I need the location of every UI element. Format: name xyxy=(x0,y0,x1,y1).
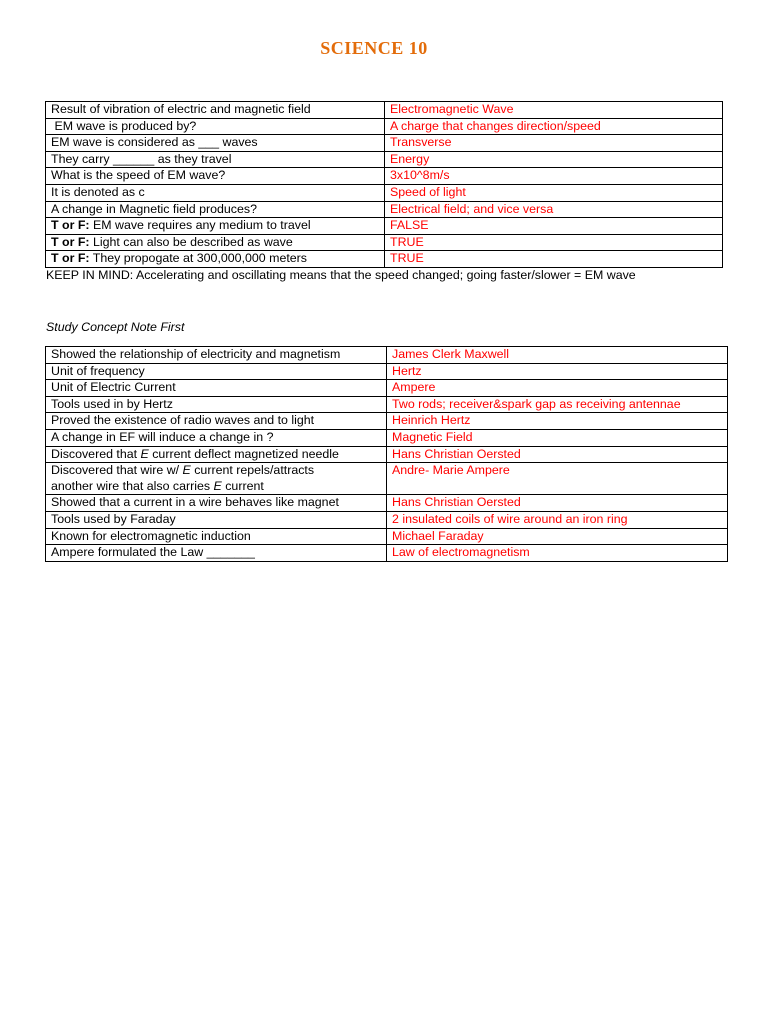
question-cell: What is the speed of EM wave? xyxy=(46,168,385,185)
true-false-prefix: T or F: xyxy=(51,251,90,266)
keep-in-mind-note: KEEP IN MIND: Accelerating and oscillating means that the speed changed; going faster/slower = EM wave xyxy=(46,268,636,282)
question-cell: Ampere formulated the Law _______ xyxy=(46,545,387,562)
table-row xyxy=(46,218,723,235)
italic-e: E xyxy=(213,478,222,493)
question-cell: Unit of frequency xyxy=(46,363,387,380)
table-row xyxy=(46,495,728,512)
table-row xyxy=(46,396,728,413)
answer-cell: Heinrich Hertz xyxy=(387,413,728,430)
page-title: SCIENCE 10 xyxy=(320,38,428,58)
question-line xyxy=(51,479,381,495)
table-row xyxy=(46,102,723,119)
question-cell: Known for electromagnetic induction xyxy=(46,528,387,545)
question-cell xyxy=(46,218,385,235)
answer-cell: Electromagnetic Wave xyxy=(385,102,723,119)
table-row xyxy=(46,135,723,152)
table-row xyxy=(46,234,723,251)
answer-cell: Michael Faraday xyxy=(387,528,728,545)
question-text: Discovered that xyxy=(51,446,141,461)
answer-cell: 2 insulated coils of wire around an iron ring xyxy=(387,511,728,528)
question-text: another wire that also carries xyxy=(51,478,214,493)
question-cell: Unit of Electric Current xyxy=(46,380,387,397)
answer-cell: FALSE xyxy=(385,218,723,235)
answer-cell: Hans Christian Oersted xyxy=(387,446,728,463)
answer-cell: Electrical field; and vice versa xyxy=(385,201,723,218)
table-row xyxy=(46,380,728,397)
table-row xyxy=(46,511,728,528)
answer-cell: Magnetic Field xyxy=(387,429,728,446)
true-false-prefix: T or F: xyxy=(51,218,90,233)
answer-cell: Speed of light xyxy=(385,184,723,201)
answer-cell: 3x10^8m/s xyxy=(385,168,723,185)
em-wave-table xyxy=(45,101,723,268)
answer-cell: Energy xyxy=(385,151,723,168)
question-cell: EM wave is produced by? xyxy=(46,118,385,135)
table-row xyxy=(46,251,723,268)
study-note: Study Concept Note First xyxy=(46,320,185,334)
question-cell: Tools used by Faraday xyxy=(46,511,387,528)
question-text: They propogate at 300,000,000 meters xyxy=(89,251,307,266)
table-row xyxy=(46,413,728,430)
question-cell: Showed that a current in a wire behaves like magnet xyxy=(46,495,387,512)
question-cell: They carry ______ as they travel xyxy=(46,151,385,168)
true-false-prefix: T or F: xyxy=(51,234,90,249)
question-cell xyxy=(46,251,385,268)
answer-cell: TRUE xyxy=(385,251,723,268)
answer-cell: Ampere xyxy=(387,380,728,397)
question-cell xyxy=(46,234,385,251)
answer-cell: Andre- Marie Ampere xyxy=(387,463,728,495)
table-row xyxy=(46,463,728,495)
table-row xyxy=(46,545,728,562)
answer-cell: Hans Christian Oersted xyxy=(387,495,728,512)
question-text: current repels/attracts xyxy=(190,463,315,478)
table-row xyxy=(46,168,723,185)
question-cell: Tools used in by Hertz xyxy=(46,396,387,413)
answer-cell: A charge that changes direction/speed xyxy=(385,118,723,135)
question-text: current xyxy=(221,478,264,493)
question-text: Discovered that wire w/ xyxy=(51,463,183,478)
answer-cell: Law of electromagnetism xyxy=(387,545,728,562)
answer-cell: Transverse xyxy=(385,135,723,152)
table-row xyxy=(46,446,728,463)
table-row xyxy=(46,363,728,380)
table-row xyxy=(46,118,723,135)
question-line xyxy=(51,463,381,479)
question-cell: A change in Magnetic field produces? xyxy=(46,201,385,218)
answer-cell: James Clerk Maxwell xyxy=(387,347,728,364)
table-row xyxy=(46,528,728,545)
italic-e: E xyxy=(182,463,191,478)
question-cell xyxy=(46,446,387,463)
question-text: EM wave requires any medium to travel xyxy=(89,218,311,233)
question-cell: Result of vibration of electric and magnetic field xyxy=(46,102,385,119)
question-cell: It is denoted as c xyxy=(46,184,385,201)
question-cell: Showed the relationship of electricity and magnetism xyxy=(46,347,387,364)
answer-cell: Hertz xyxy=(387,363,728,380)
table-row xyxy=(46,347,728,364)
question-cell xyxy=(46,463,387,495)
question-text: current deflect magnetized needle xyxy=(148,446,339,461)
table-row xyxy=(46,429,728,446)
italic-e: E xyxy=(140,446,149,461)
electromagnetism-table xyxy=(45,346,728,562)
table-row xyxy=(46,201,723,218)
table-row xyxy=(46,151,723,168)
question-cell: EM wave is considered as ___ waves xyxy=(46,135,385,152)
answer-cell: Two rods; receiver&spark gap as receiving antennae xyxy=(387,396,728,413)
question-cell: Proved the existence of radio waves and to light xyxy=(46,413,387,430)
question-cell: A change in EF will induce a change in ? xyxy=(46,429,387,446)
question-text: Light can also be described as wave xyxy=(89,234,293,249)
answer-cell: TRUE xyxy=(385,234,723,251)
table-row xyxy=(46,184,723,201)
